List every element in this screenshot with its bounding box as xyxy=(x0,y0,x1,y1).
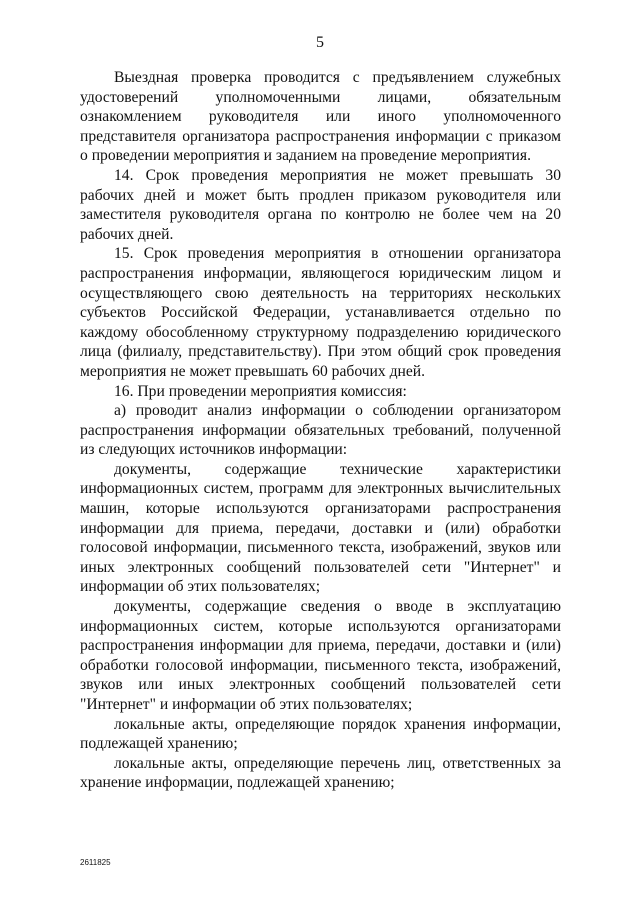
paragraph-tech-docs: документы, содержащие технические характеристики информационных систем, программ для электронных вычислительных машин, которые используются организаторами распространения информации для приема, передачи, доставки и (или) обработки голосовой информации, письменного текста, изображений, звуков или иных электронных сообщений пользователей сети "Интернет" и информации об этих пользователях; xyxy=(80,460,561,596)
paragraph-commissioning-docs: документы, содержащие сведения о вводе в эксплуатацию информационных систем, которые используются организаторами распространения информации для приема, передачи, доставки и (или) обработки голосовой информации, письменного текста, изображений, звуков или иных электронных сообщений пользователей сети "Интернет" и информации об этих пользователях; xyxy=(80,598,561,713)
paragraph-16a-analysis: а) проводит анализ информации о соблюдении организатором распространения информации обязательных требований, полученной из следующих источников информации: xyxy=(80,402,561,459)
document-body xyxy=(80,68,561,793)
paragraph-16-commission: 16. При проведении мероприятия комиссия: xyxy=(114,382,407,400)
paragraph-15-legal-entity: 15. Срок проведения мероприятия в отношении организатора распространения информации, являющегося юридическим лицом и осуществляющего свою деятельность на территориях нескольких субъектов Российской Федерации, устанавливается отдельно по каждому обособленному структурному подразделению юридического лица (филиалу, представительству). При этом общий срок проведения мероприятия не может превышать 60 рабочих дней. xyxy=(80,245,561,380)
paragraph-storage-order-acts: локальные акты, определяющие порядок хранения информации, подлежащей хранению; xyxy=(80,715,561,753)
paragraph-14-duration: 14. Срок проведения мероприятия не может превышать 30 рабочих дней и может быть продлен приказом руководителя или заместителя руководителя органа по контролю не более чем на 20 рабочих дней. xyxy=(80,166,561,243)
page-number: 5 xyxy=(316,34,324,51)
footer-document-code: 2611825 xyxy=(80,858,111,867)
paragraph-onsite-inspection: Выездная проверка проводится с предъявлением служебных удостоверений уполномоченными лицами, обязательным ознакомлением руководителя или иного уполномоченного представителя организатора распространения информации с приказом о проведении мероприятия и заданием на проведение мероприятия. xyxy=(80,69,561,165)
paragraph-responsible-persons-acts: локальные акты, определяющие перечень лиц, ответственных за хранение информации, подлежащей хранению; xyxy=(80,754,561,792)
